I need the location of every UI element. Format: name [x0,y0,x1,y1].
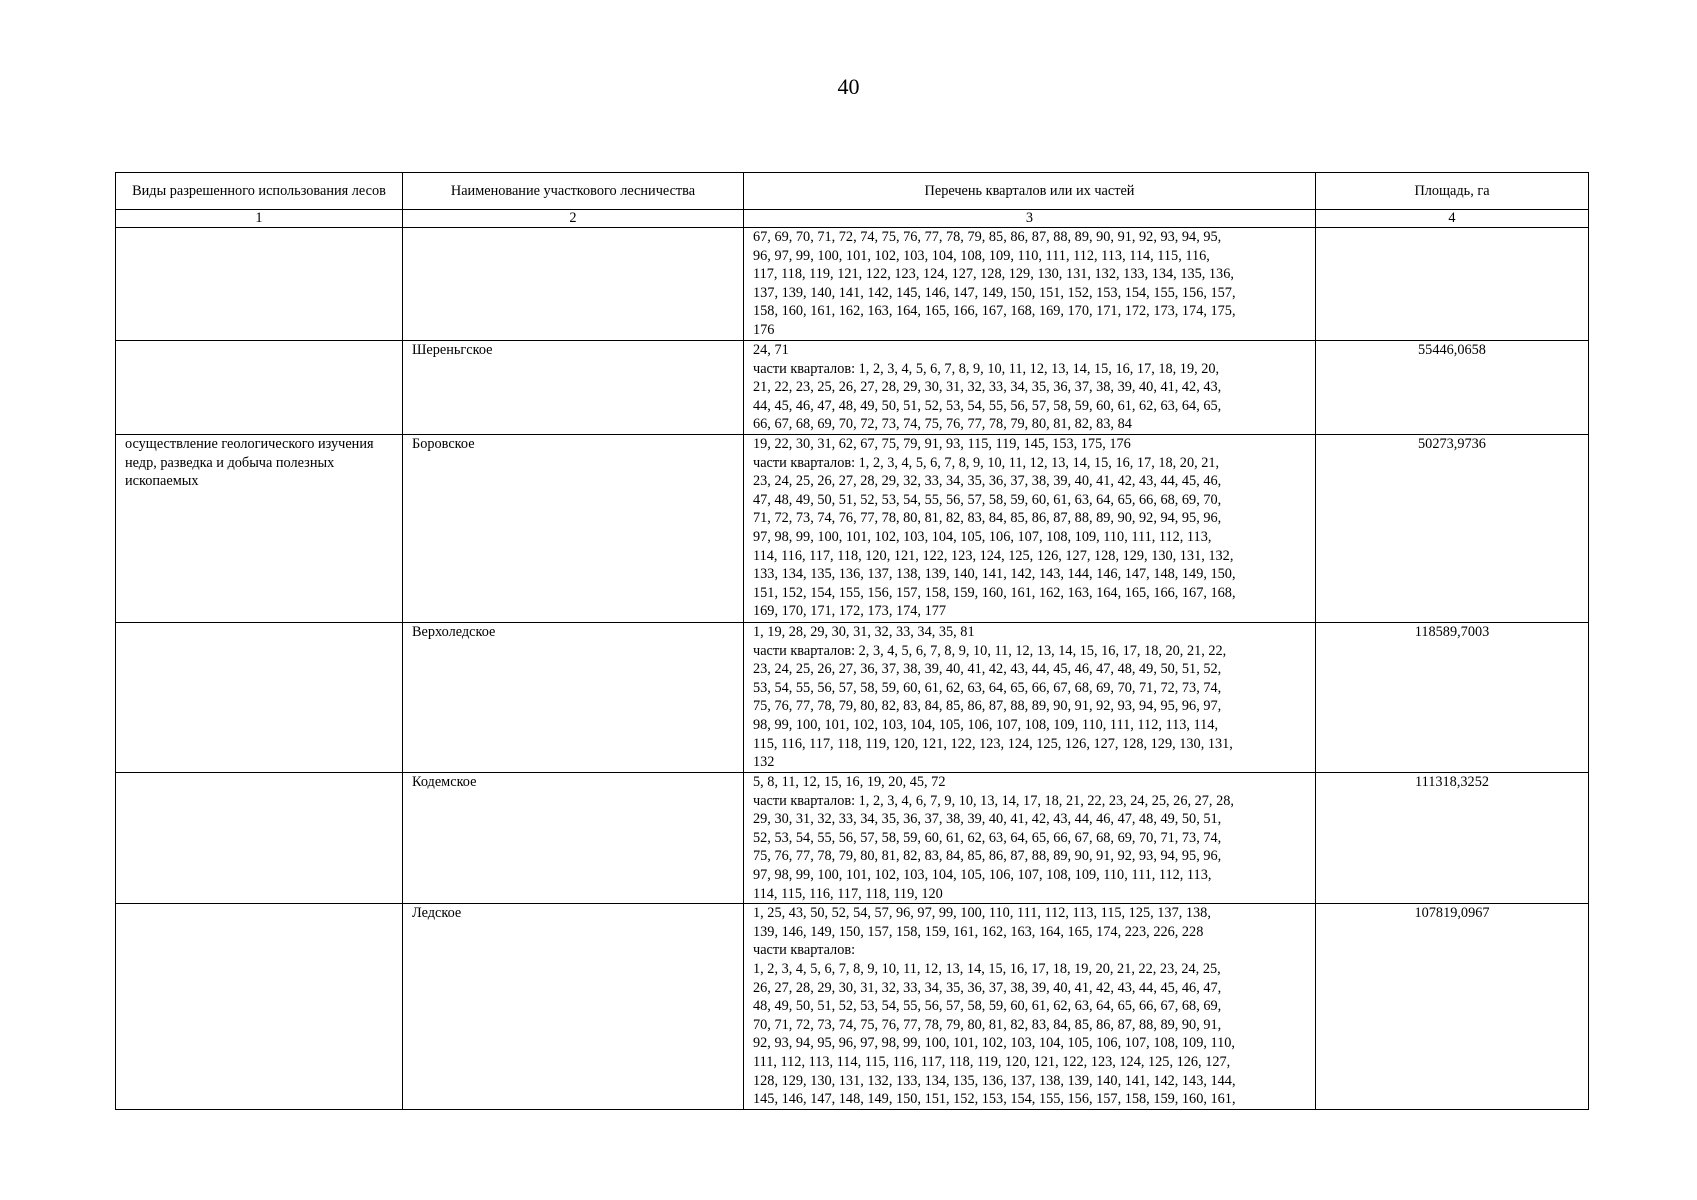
forest-use-table [115,172,1589,1110]
forestry-cell: Ледское [403,904,744,1110]
column-number: 3 [744,210,1316,228]
area-cell [1316,228,1589,341]
area-cell: 55446,0658 [1316,341,1589,435]
area-cell: 118589,7003 [1316,623,1589,773]
column-number: 2 [403,210,744,228]
use-kind-cell [116,623,403,773]
use-kind-cell [116,228,403,341]
quarters-cell: 19, 22, 30, 31, 62, 67, 75, 79, 91, 93, 115, 119, 145, 153, 175, 176 части кварталов: 1, 2, 3, 4, 5, 6, 7, 8, 9, 10, 11, 12, 13, 14, 15, 16, 17, 18, 20, 21, 23, 24, 25, 26, 27, 28, 29, 32, 33, 34, 35, 36, 37, 38, 39, 40, 41, 42, 43, 44, 45, 46, 47, 48, 49, 50, 51, 52, 53, 54, 55, 56, 57, 58, 59, 60, 61, 63, 64, 65, 66, 68, 69, 70, 71, 72, 73, 74, 76, 77, 78, 80, 81, 82, 83, 84, 85, 86, 87, 88, 89, 90, 92, 94, 95, 96, 97, 98, 99, 100, 101, 102, 103, 104, 105, 106, 107, 108, 109, 110, 111, 112, 113, 114, 116, 117, 118, 120, 121, 122, 123, 124, 125, 126, 127, 128, 129, 130, 131, 132, 133, 134, 135, 136, 137, 138, 139, 140, 141, 142, 143, 144, 146, 147, 148, 149, 150, 151, 152, 154, 155, 156, 157, 158, 159, 160, 161, 162, 163, 164, 165, 166, 167, 168, 169, 170, 171, 172, 173, 174, 177 [744,435,1316,623]
header-kind: Виды разрешенного использования лесов [116,173,403,210]
table-row [116,623,1589,773]
use-kind-cell: осуществление геологического изучения недр, разведка и добыча полезных ископаемых [116,435,403,623]
use-kind-cell [116,904,403,1110]
table-row [116,341,1589,435]
page-number: 40 [837,74,860,99]
forestry-cell [403,228,744,341]
forestry-cell: Боровское [403,435,744,623]
area-cell: 107819,0967 [1316,904,1589,1110]
area-cell: 111318,3252 [1316,773,1589,904]
quarters-cell: 1, 19, 28, 29, 30, 31, 32, 33, 34, 35, 81 части кварталов: 2, 3, 4, 5, 6, 7, 8, 9, 10, 11, 12, 13, 14, 15, 16, 17, 18, 20, 21, 22, 23, 24, 25, 26, 27, 36, 37, 38, 39, 40, 41, 42, 43, 44, 45, 46, 47, 48, 49, 50, 51, 52, 53, 54, 55, 56, 57, 58, 59, 60, 61, 62, 63, 64, 65, 66, 67, 68, 69, 70, 71, 72, 73, 74, 75, 76, 77, 78, 79, 80, 82, 83, 84, 85, 86, 87, 88, 89, 90, 91, 92, 93, 94, 95, 96, 97, 98, 99, 100, 101, 102, 103, 104, 105, 106, 107, 108, 109, 110, 111, 112, 113, 114, 115, 116, 117, 118, 119, 120, 121, 122, 123, 124, 125, 126, 127, 128, 129, 130, 131, 132 [744,623,1316,773]
column-number: 4 [1316,210,1589,228]
quarters-cell: 24, 71 части кварталов: 1, 2, 3, 4, 5, 6, 7, 8, 9, 10, 11, 12, 13, 14, 15, 16, 17, 18, 19, 20, 21, 22, 23, 25, 26, 27, 28, 29, 30, 31, 32, 33, 34, 35, 36, 37, 38, 39, 40, 41, 42, 43, 44, 45, 46, 47, 48, 49, 50, 51, 52, 53, 54, 55, 56, 57, 58, 59, 60, 61, 62, 63, 64, 65, 66, 67, 68, 69, 70, 72, 73, 74, 75, 76, 77, 78, 79, 80, 81, 82, 83, 84 [744,341,1316,435]
quarters-cell: 5, 8, 11, 12, 15, 16, 19, 20, 45, 72 части кварталов: 1, 2, 3, 4, 6, 7, 9, 10, 13, 14, 17, 18, 21, 22, 23, 24, 25, 26, 27, 28, 29, 30, 31, 32, 33, 34, 35, 36, 37, 38, 39, 40, 41, 42, 43, 44, 46, 47, 48, 49, 50, 51, 52, 53, 54, 55, 56, 57, 58, 59, 60, 61, 62, 63, 64, 65, 66, 67, 68, 69, 70, 71, 73, 74, 75, 76, 77, 78, 79, 80, 81, 82, 83, 84, 85, 86, 87, 88, 89, 90, 91, 92, 93, 94, 95, 96, 97, 98, 99, 100, 101, 102, 103, 104, 105, 106, 107, 108, 109, 110, 111, 112, 113, 114, 115, 116, 117, 118, 119, 120 [744,773,1316,904]
table-row [116,228,1589,341]
forestry-cell: Кодемское [403,773,744,904]
table-row [116,904,1589,1110]
table-row [116,773,1589,904]
header-row [116,173,1589,210]
header-area: Площадь, га [1316,173,1589,210]
quarters-cell: 1, 25, 43, 50, 52, 54, 57, 96, 97, 99, 100, 110, 111, 112, 113, 115, 125, 137, 138, 139, 146, 149, 150, 157, 158, 159, 161, 162, 163, 164, 165, 174, 223, 226, 228 части кварталов: 1, 2, 3, 4, 5, 6, 7, 8, 9, 10, 11, 12, 13, 14, 15, 16, 17, 18, 19, 20, 21, 22, 23, 24, 25, 26, 27, 28, 29, 30, 31, 32, 33, 34, 35, 36, 37, 38, 39, 40, 41, 42, 43, 44, 45, 46, 47, 48, 49, 50, 51, 52, 53, 54, 55, 56, 57, 58, 59, 60, 61, 62, 63, 64, 65, 66, 67, 68, 69, 70, 71, 72, 73, 74, 75, 76, 77, 78, 79, 80, 81, 82, 83, 84, 85, 86, 87, 88, 89, 90, 91, 92, 93, 94, 95, 96, 97, 98, 99, 100, 101, 102, 103, 104, 105, 106, 107, 108, 109, 110, 111, 112, 113, 114, 115, 116, 117, 118, 119, 120, 121, 122, 123, 124, 125, 126, 127, 128, 129, 130, 131, 132, 133, 134, 135, 136, 137, 138, 139, 140, 141, 142, 143, 144, 145, 146, 147, 148, 149, 150, 151, 152, 153, 154, 155, 156, 157, 158, 159, 160, 161, [744,904,1316,1110]
header-quarters: Перечень кварталов или их частей [744,173,1316,210]
area-cell: 50273,9736 [1316,435,1589,623]
use-kind-cell [116,341,403,435]
column-number: 1 [116,210,403,228]
header-forestry: Наименование участкового лесничества [403,173,744,210]
column-number-row [116,210,1589,228]
table-row [116,435,1589,623]
use-kind-cell [116,773,403,904]
forestry-cell: Верхоледское [403,623,744,773]
quarters-cell: 67, 69, 70, 71, 72, 74, 75, 76, 77, 78, 79, 85, 86, 87, 88, 89, 90, 91, 92, 93, 94, 95, 96, 97, 99, 100, 101, 102, 103, 104, 108, 109, 110, 111, 112, 113, 114, 115, 116, 117, 118, 119, 121, 122, 123, 124, 127, 128, 129, 130, 131, 132, 133, 134, 135, 136, 137, 139, 140, 141, 142, 145, 146, 147, 149, 150, 151, 152, 153, 154, 155, 156, 157, 158, 160, 161, 162, 163, 164, 165, 166, 167, 168, 169, 170, 171, 172, 173, 174, 175, 176 [744,228,1316,341]
forestry-cell: Шереньгское [403,341,744,435]
